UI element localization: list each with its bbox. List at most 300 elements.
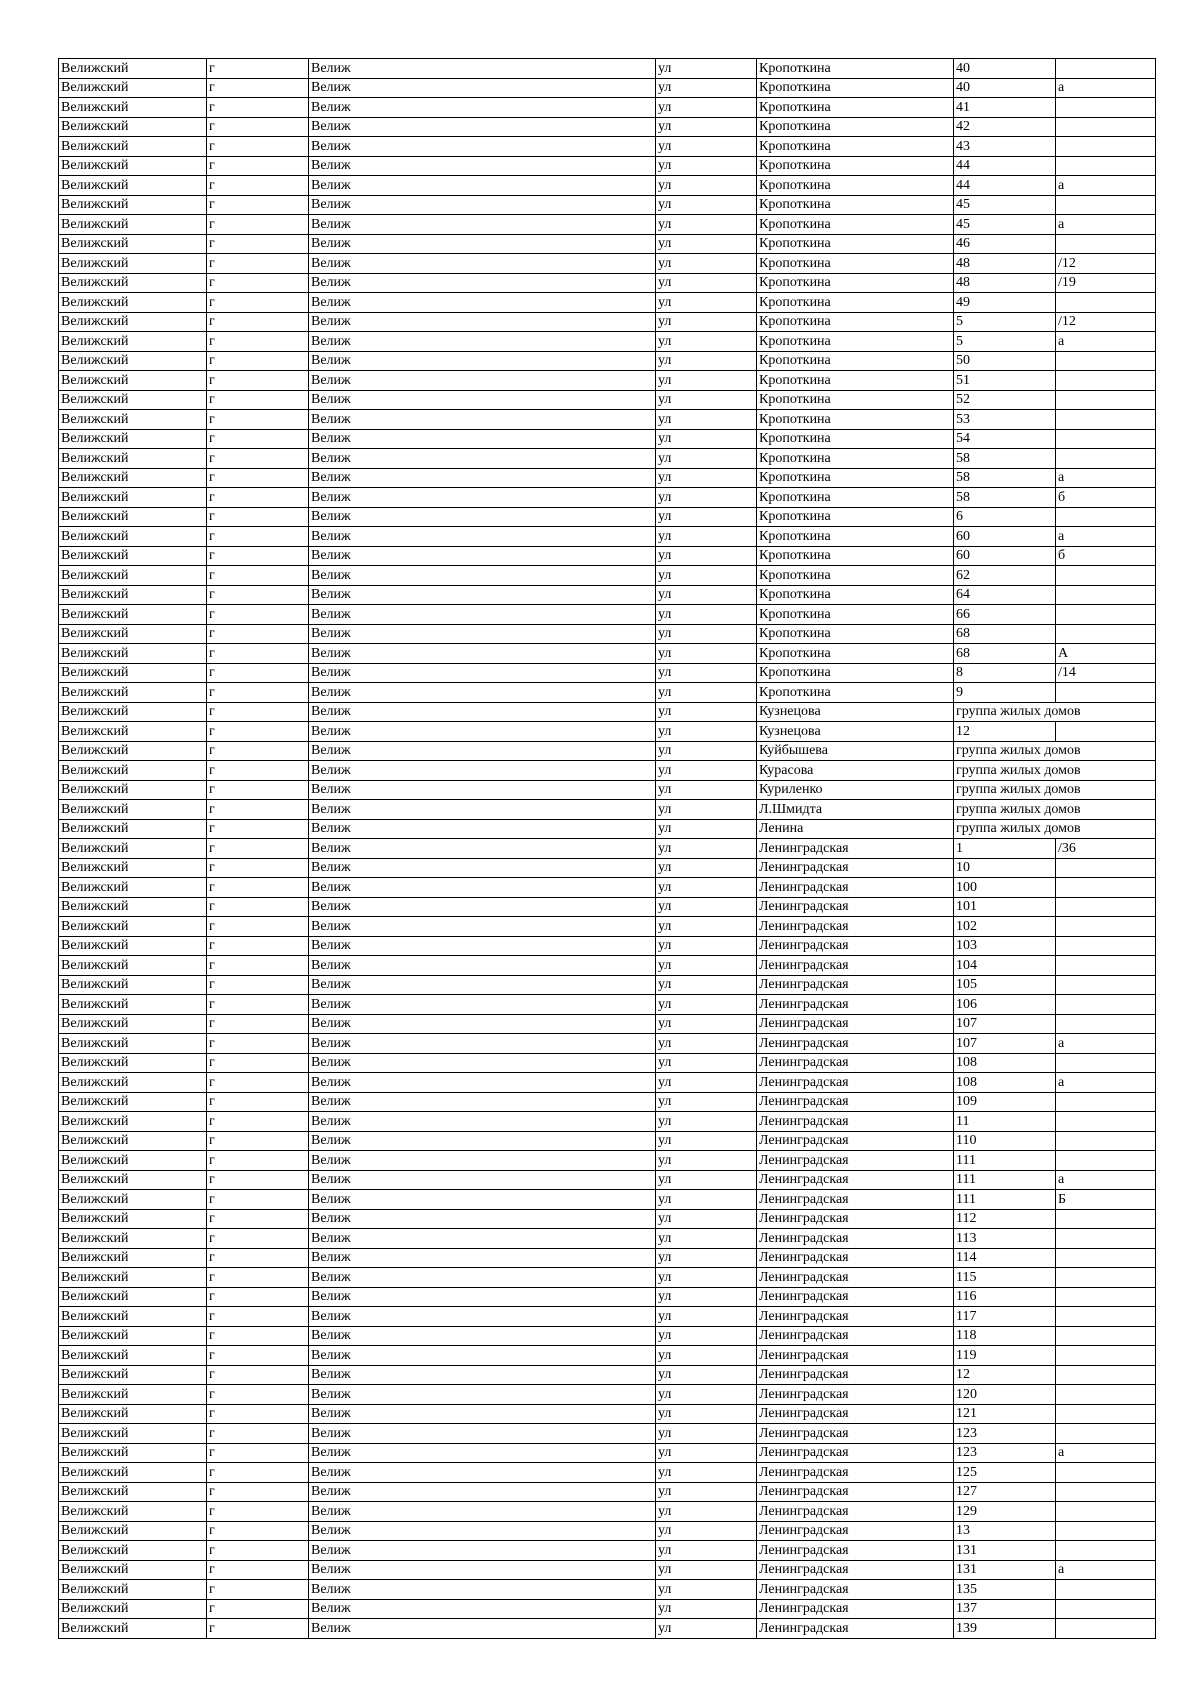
district-cell: Велижский xyxy=(59,819,207,839)
district-cell: Велижский xyxy=(59,1326,207,1346)
street-cell: Кропоткина xyxy=(757,195,954,215)
settlement-type-cell: г xyxy=(207,1014,309,1034)
house-number-cell: 60 xyxy=(954,546,1056,566)
settlement-type-cell: г xyxy=(207,683,309,703)
district-cell: Велижский xyxy=(59,1560,207,1580)
settlement-type-cell: г xyxy=(207,254,309,274)
district-cell: Велижский xyxy=(59,1385,207,1405)
street-cell: Кропоткина xyxy=(757,98,954,118)
settlement-cell: Велиж xyxy=(309,1521,656,1541)
settlement-type-cell: г xyxy=(207,1034,309,1054)
house-number-cell: 1 xyxy=(954,839,1056,859)
house-suffix-cell: А xyxy=(1056,644,1156,664)
house-number-cell: 49 xyxy=(954,293,1056,313)
district-cell: Велижский xyxy=(59,546,207,566)
settlement-type-cell: г xyxy=(207,995,309,1015)
street-type-cell: ул xyxy=(656,1287,757,1307)
settlement-type-cell: г xyxy=(207,1443,309,1463)
house-number-cell: 9 xyxy=(954,683,1056,703)
street-cell: Ленинградская xyxy=(757,858,954,878)
district-cell: Велижский xyxy=(59,1248,207,1268)
street-cell: Кропоткина xyxy=(757,176,954,196)
street-cell: Ленинградская xyxy=(757,1541,954,1561)
house-suffix-cell xyxy=(1056,1014,1156,1034)
street-type-cell: ул xyxy=(656,1229,757,1249)
settlement-cell: Велиж xyxy=(309,1385,656,1405)
street-type-cell: ул xyxy=(656,741,757,761)
settlement-type-cell: г xyxy=(207,59,309,79)
table-row xyxy=(59,605,1156,625)
house-number-cell: 127 xyxy=(954,1482,1056,1502)
district-cell: Велижский xyxy=(59,1443,207,1463)
table-row xyxy=(59,390,1156,410)
settlement-type-cell: г xyxy=(207,1404,309,1424)
settlement-cell: Велиж xyxy=(309,1404,656,1424)
street-cell: Кропоткина xyxy=(757,117,954,137)
street-type-cell: ул xyxy=(656,1521,757,1541)
settlement-type-cell: г xyxy=(207,351,309,371)
settlement-type-cell: г xyxy=(207,1599,309,1619)
district-cell: Велижский xyxy=(59,1619,207,1639)
house-number-cell: 41 xyxy=(954,98,1056,118)
settlement-type-cell: г xyxy=(207,1580,309,1600)
table-row xyxy=(59,1307,1156,1327)
street-cell: Кропоткина xyxy=(757,234,954,254)
house-number-cell: 11 xyxy=(954,1112,1056,1132)
settlement-type-cell: г xyxy=(207,78,309,98)
house-suffix-cell xyxy=(1056,1268,1156,1288)
district-cell: Велижский xyxy=(59,1073,207,1093)
settlement-cell: Велиж xyxy=(309,663,656,683)
table-row xyxy=(59,1229,1156,1249)
house-number-cell: 101 xyxy=(954,897,1056,917)
street-type-cell: ул xyxy=(656,527,757,547)
district-cell: Велижский xyxy=(59,897,207,917)
settlement-cell: Велиж xyxy=(309,1151,656,1171)
settlement-type-cell: г xyxy=(207,1268,309,1288)
settlement-type-cell: г xyxy=(207,897,309,917)
street-type-cell: ул xyxy=(656,312,757,332)
settlement-cell: Велиж xyxy=(309,917,656,937)
district-cell: Велижский xyxy=(59,917,207,937)
street-cell: Ленинградская xyxy=(757,1443,954,1463)
table-row xyxy=(59,312,1156,332)
district-cell: Велижский xyxy=(59,1112,207,1132)
settlement-type-cell: г xyxy=(207,1209,309,1229)
street-cell: Ленинградская xyxy=(757,1346,954,1366)
street-cell: Кропоткина xyxy=(757,429,954,449)
street-cell: Кропоткина xyxy=(757,605,954,625)
settlement-cell: Велиж xyxy=(309,176,656,196)
street-cell: Кропоткина xyxy=(757,585,954,605)
house-number-cell: 115 xyxy=(954,1268,1056,1288)
house-suffix-cell: а xyxy=(1056,527,1156,547)
house-suffix-cell xyxy=(1056,351,1156,371)
house-suffix-cell xyxy=(1056,1307,1156,1327)
street-cell: Ленинградская xyxy=(757,1034,954,1054)
settlement-cell: Велиж xyxy=(309,956,656,976)
house-number-cell: 131 xyxy=(954,1560,1056,1580)
settlement-type-cell: г xyxy=(207,741,309,761)
street-type-cell: ул xyxy=(656,507,757,527)
house-number-cell: 6 xyxy=(954,507,1056,527)
street-cell: Ленинградская xyxy=(757,1326,954,1346)
house-suffix-cell: а xyxy=(1056,1170,1156,1190)
district-cell: Велижский xyxy=(59,780,207,800)
district-cell: Велижский xyxy=(59,293,207,313)
settlement-cell: Велиж xyxy=(309,624,656,644)
table-row xyxy=(59,585,1156,605)
street-cell: Кропоткина xyxy=(757,332,954,352)
street-type-cell: ул xyxy=(656,468,757,488)
table-row xyxy=(59,975,1156,995)
settlement-cell: Велиж xyxy=(309,1053,656,1073)
settlement-cell: Велиж xyxy=(309,312,656,332)
street-type-cell: ул xyxy=(656,1092,757,1112)
settlement-type-cell: г xyxy=(207,1229,309,1249)
settlement-cell: Велиж xyxy=(309,273,656,293)
house-number-cell: 109 xyxy=(954,1092,1056,1112)
house-number-cell: 108 xyxy=(954,1053,1056,1073)
house-number-cell: 58 xyxy=(954,488,1056,508)
settlement-cell: Велиж xyxy=(309,234,656,254)
house-number-cell: 62 xyxy=(954,566,1056,586)
settlement-type-cell: г xyxy=(207,936,309,956)
settlement-cell: Велиж xyxy=(309,1229,656,1249)
street-cell: Кропоткина xyxy=(757,59,954,79)
street-cell: Ленинградская xyxy=(757,1151,954,1171)
table-row xyxy=(59,59,1156,79)
house-number-cell: 45 xyxy=(954,195,1056,215)
settlement-type-cell: г xyxy=(207,449,309,469)
district-cell: Велижский xyxy=(59,1424,207,1444)
settlement-cell: Велиж xyxy=(309,878,656,898)
street-type-cell: ул xyxy=(656,195,757,215)
street-cell: Ленинградская xyxy=(757,1424,954,1444)
district-cell: Велижский xyxy=(59,1482,207,1502)
house-suffix-cell xyxy=(1056,1092,1156,1112)
settlement-type-cell: г xyxy=(207,839,309,859)
district-cell: Велижский xyxy=(59,195,207,215)
district-cell: Велижский xyxy=(59,722,207,742)
street-type-cell: ул xyxy=(656,429,757,449)
street-cell: Ленинградская xyxy=(757,936,954,956)
house-suffix-cell xyxy=(1056,195,1156,215)
settlement-type-cell: г xyxy=(207,975,309,995)
settlement-cell: Велиж xyxy=(309,195,656,215)
settlement-type-cell: г xyxy=(207,858,309,878)
settlement-type-cell: г xyxy=(207,1560,309,1580)
table-row xyxy=(59,1170,1156,1190)
settlement-cell: Велиж xyxy=(309,1190,656,1210)
table-row xyxy=(59,254,1156,274)
settlement-cell: Велиж xyxy=(309,780,656,800)
table-row xyxy=(59,1073,1156,1093)
district-cell: Велижский xyxy=(59,488,207,508)
settlement-cell: Велиж xyxy=(309,1365,656,1385)
street-type-cell: ул xyxy=(656,273,757,293)
street-type-cell: ул xyxy=(656,371,757,391)
street-type-cell: ул xyxy=(656,702,757,722)
house-suffix-cell xyxy=(1056,429,1156,449)
street-type-cell: ул xyxy=(656,1346,757,1366)
street-type-cell: ул xyxy=(656,1443,757,1463)
street-cell: Ленинградская xyxy=(757,1580,954,1600)
house-number-cell: группа жилых домов xyxy=(954,761,1156,781)
settlement-cell: Велиж xyxy=(309,410,656,430)
house-number-cell: 117 xyxy=(954,1307,1056,1327)
table-row xyxy=(59,546,1156,566)
street-type-cell: ул xyxy=(656,234,757,254)
street-type-cell: ул xyxy=(656,780,757,800)
street-type-cell: ул xyxy=(656,1541,757,1561)
street-type-cell: ул xyxy=(656,1034,757,1054)
street-cell: Кропоткина xyxy=(757,410,954,430)
table-row xyxy=(59,663,1156,683)
street-type-cell: ул xyxy=(656,566,757,586)
district-cell: Велижский xyxy=(59,995,207,1015)
street-type-cell: ул xyxy=(656,1170,757,1190)
district-cell: Велижский xyxy=(59,137,207,157)
street-type-cell: ул xyxy=(656,585,757,605)
settlement-cell: Велиж xyxy=(309,683,656,703)
table-row xyxy=(59,936,1156,956)
street-type-cell: ул xyxy=(656,858,757,878)
street-cell: Ленинградская xyxy=(757,1248,954,1268)
house-suffix-cell xyxy=(1056,956,1156,976)
house-suffix-cell: а xyxy=(1056,1073,1156,1093)
table-row xyxy=(59,215,1156,235)
house-suffix-cell xyxy=(1056,1326,1156,1346)
settlement-type-cell: г xyxy=(207,1521,309,1541)
street-cell: Ленинградская xyxy=(757,917,954,937)
street-type-cell: ул xyxy=(656,1619,757,1639)
house-number-cell: 68 xyxy=(954,644,1056,664)
table-row xyxy=(59,1248,1156,1268)
house-number-cell: 13 xyxy=(954,1521,1056,1541)
district-cell: Велижский xyxy=(59,605,207,625)
street-cell: Куйбышева xyxy=(757,741,954,761)
street-type-cell: ул xyxy=(656,117,757,137)
house-number-cell: 48 xyxy=(954,254,1056,274)
house-suffix-cell xyxy=(1056,1521,1156,1541)
settlement-type-cell: г xyxy=(207,156,309,176)
house-suffix-cell xyxy=(1056,1463,1156,1483)
district-cell: Велижский xyxy=(59,1151,207,1171)
settlement-type-cell: г xyxy=(207,312,309,332)
district-cell: Велижский xyxy=(59,273,207,293)
settlement-cell: Велиж xyxy=(309,1502,656,1522)
settlement-type-cell: г xyxy=(207,410,309,430)
street-cell: Кропоткина xyxy=(757,137,954,157)
house-number-cell: 139 xyxy=(954,1619,1056,1639)
table-row xyxy=(59,1014,1156,1034)
settlement-cell: Велиж xyxy=(309,332,656,352)
settlement-cell: Велиж xyxy=(309,1326,656,1346)
street-type-cell: ул xyxy=(656,605,757,625)
table-row xyxy=(59,234,1156,254)
settlement-type-cell: г xyxy=(207,780,309,800)
street-cell: Ленина xyxy=(757,819,954,839)
table-row xyxy=(59,761,1156,781)
house-number-cell: 111 xyxy=(954,1170,1056,1190)
street-type-cell: ул xyxy=(656,254,757,274)
district-cell: Велижский xyxy=(59,312,207,332)
district-cell: Велижский xyxy=(59,254,207,274)
settlement-type-cell: г xyxy=(207,819,309,839)
settlement-type-cell: г xyxy=(207,371,309,391)
district-cell: Велижский xyxy=(59,78,207,98)
district-cell: Велижский xyxy=(59,1209,207,1229)
street-cell: Ленинградская xyxy=(757,1404,954,1424)
house-suffix-cell: а xyxy=(1056,176,1156,196)
street-type-cell: ул xyxy=(656,449,757,469)
house-number-cell: 104 xyxy=(954,956,1056,976)
house-suffix-cell xyxy=(1056,624,1156,644)
table-row xyxy=(59,507,1156,527)
district-cell: Велижский xyxy=(59,858,207,878)
street-type-cell: ул xyxy=(656,878,757,898)
street-cell: Кропоткина xyxy=(757,488,954,508)
house-suffix-cell: а xyxy=(1056,332,1156,352)
house-number-cell: 45 xyxy=(954,215,1056,235)
street-type-cell: ул xyxy=(656,78,757,98)
house-suffix-cell xyxy=(1056,897,1156,917)
street-cell: Л.Шмидта xyxy=(757,800,954,820)
district-cell: Велижский xyxy=(59,1092,207,1112)
settlement-type-cell: г xyxy=(207,1424,309,1444)
street-type-cell: ул xyxy=(656,839,757,859)
settlement-cell: Велиж xyxy=(309,1170,656,1190)
settlement-cell: Велиж xyxy=(309,1092,656,1112)
house-suffix-cell: /19 xyxy=(1056,273,1156,293)
district-cell: Велижский xyxy=(59,741,207,761)
house-number-cell: 102 xyxy=(954,917,1056,937)
settlement-cell: Велиж xyxy=(309,449,656,469)
table-row xyxy=(59,98,1156,118)
house-number-cell: 5 xyxy=(954,312,1056,332)
settlement-cell: Велиж xyxy=(309,741,656,761)
settlement-cell: Велиж xyxy=(309,897,656,917)
street-type-cell: ул xyxy=(656,1404,757,1424)
house-number-cell: 60 xyxy=(954,527,1056,547)
settlement-type-cell: г xyxy=(207,1092,309,1112)
district-cell: Велижский xyxy=(59,702,207,722)
table-row xyxy=(59,917,1156,937)
district-cell: Велижский xyxy=(59,878,207,898)
street-type-cell: ул xyxy=(656,546,757,566)
house-suffix-cell xyxy=(1056,1541,1156,1561)
district-cell: Велижский xyxy=(59,663,207,683)
table-row xyxy=(59,1209,1156,1229)
settlement-cell: Велиж xyxy=(309,507,656,527)
settlement-type-cell: г xyxy=(207,663,309,683)
table-row xyxy=(59,839,1156,859)
settlement-type-cell: г xyxy=(207,293,309,313)
table-row xyxy=(59,1151,1156,1171)
settlement-cell: Велиж xyxy=(309,390,656,410)
table-row xyxy=(59,1326,1156,1346)
street-cell: Ленинградская xyxy=(757,975,954,995)
street-type-cell: ул xyxy=(656,293,757,313)
house-number-cell: 44 xyxy=(954,156,1056,176)
house-suffix-cell: б xyxy=(1056,546,1156,566)
street-cell: Кузнецова xyxy=(757,722,954,742)
street-type-cell: ул xyxy=(656,176,757,196)
house-suffix-cell xyxy=(1056,1424,1156,1444)
house-suffix-cell xyxy=(1056,234,1156,254)
table-row xyxy=(59,468,1156,488)
settlement-cell: Велиж xyxy=(309,527,656,547)
table-row xyxy=(59,527,1156,547)
settlement-type-cell: г xyxy=(207,1151,309,1171)
street-cell: Кропоткина xyxy=(757,273,954,293)
house-suffix-cell xyxy=(1056,137,1156,157)
table-row xyxy=(59,741,1156,761)
house-number-cell: 12 xyxy=(954,1365,1056,1385)
district-cell: Велижский xyxy=(59,956,207,976)
house-suffix-cell xyxy=(1056,1502,1156,1522)
street-cell: Кропоткина xyxy=(757,215,954,235)
settlement-type-cell: г xyxy=(207,1248,309,1268)
district-cell: Велижский xyxy=(59,624,207,644)
address-table-body xyxy=(59,59,1156,1639)
district-cell: Велижский xyxy=(59,468,207,488)
settlement-cell: Велиж xyxy=(309,1209,656,1229)
table-row xyxy=(59,488,1156,508)
house-suffix-cell xyxy=(1056,117,1156,137)
district-cell: Велижский xyxy=(59,566,207,586)
settlement-cell: Велиж xyxy=(309,858,656,878)
street-type-cell: ул xyxy=(656,897,757,917)
settlement-type-cell: г xyxy=(207,1170,309,1190)
street-type-cell: ул xyxy=(656,156,757,176)
settlement-type-cell: г xyxy=(207,1385,309,1405)
table-row xyxy=(59,117,1156,137)
house-suffix-cell xyxy=(1056,917,1156,937)
table-row xyxy=(59,1541,1156,1561)
table-row xyxy=(59,1502,1156,1522)
settlement-cell: Велиж xyxy=(309,371,656,391)
house-number-cell: 131 xyxy=(954,1541,1056,1561)
table-row xyxy=(59,410,1156,430)
settlement-cell: Велиж xyxy=(309,1131,656,1151)
settlement-cell: Велиж xyxy=(309,429,656,449)
house-suffix-cell xyxy=(1056,585,1156,605)
settlement-type-cell: г xyxy=(207,605,309,625)
settlement-cell: Велиж xyxy=(309,566,656,586)
house-number-cell: 121 xyxy=(954,1404,1056,1424)
street-type-cell: ул xyxy=(656,1599,757,1619)
house-suffix-cell xyxy=(1056,605,1156,625)
district-cell: Велижский xyxy=(59,936,207,956)
settlement-cell: Велиж xyxy=(309,351,656,371)
house-suffix-cell xyxy=(1056,390,1156,410)
house-suffix-cell xyxy=(1056,156,1156,176)
street-type-cell: ул xyxy=(656,722,757,742)
district-cell: Велижский xyxy=(59,59,207,79)
house-suffix-cell: а xyxy=(1056,468,1156,488)
house-number-cell: 116 xyxy=(954,1287,1056,1307)
street-type-cell: ул xyxy=(656,1112,757,1132)
district-cell: Велижский xyxy=(59,156,207,176)
street-cell: Курасова xyxy=(757,761,954,781)
settlement-cell: Велиж xyxy=(309,98,656,118)
settlement-type-cell: г xyxy=(207,722,309,742)
settlement-type-cell: г xyxy=(207,1346,309,1366)
house-suffix-cell xyxy=(1056,371,1156,391)
settlement-cell: Велиж xyxy=(309,605,656,625)
